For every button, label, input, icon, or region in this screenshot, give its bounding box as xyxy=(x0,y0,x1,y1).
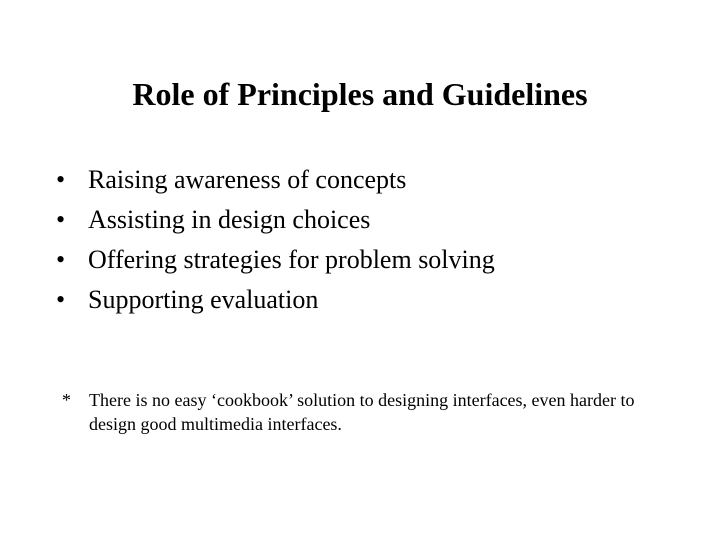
asterisk-icon: * xyxy=(62,390,71,410)
bullet-text: Raising awareness of concepts xyxy=(88,165,407,194)
bullet-dot-icon: • xyxy=(56,245,66,274)
bullet-dot-icon: • xyxy=(56,285,66,314)
footnote xyxy=(62,388,682,436)
bullet-text: Assisting in design choices xyxy=(88,205,371,234)
bullet-text: Offering strategies for problem solving xyxy=(88,245,495,274)
bullet-text: Supporting evaluation xyxy=(88,285,319,314)
footnote-text: There is no easy ‘cookbook’ solution to designing interfaces, even harder to design good multimedia interfaces. xyxy=(89,390,635,434)
bullet-dot-icon: • xyxy=(56,165,66,194)
slide-title: Role of Principles and Guidelines xyxy=(132,76,588,112)
bullet-dot-icon: • xyxy=(56,205,66,234)
